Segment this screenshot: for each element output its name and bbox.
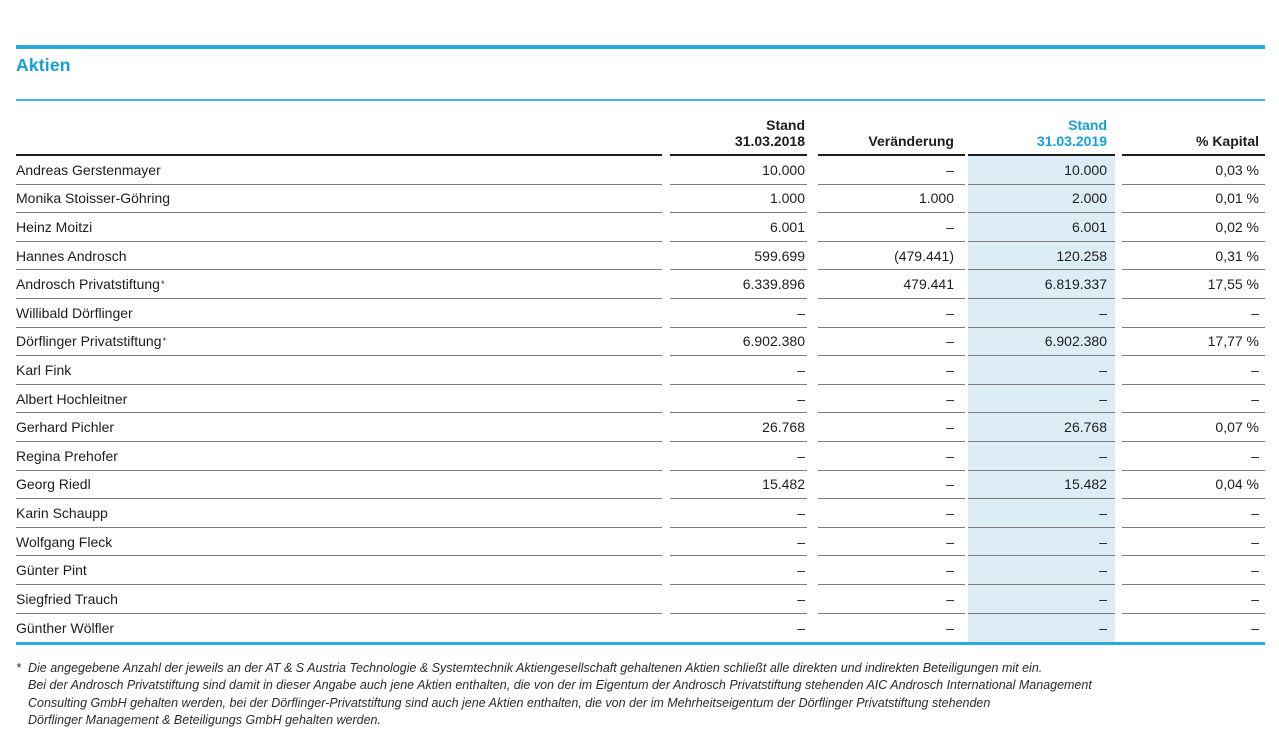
column-gap [1115, 385, 1122, 414]
column-gap [662, 385, 670, 414]
column-gap [662, 499, 670, 528]
column-gap [662, 270, 670, 299]
veraenderung-value: – [818, 299, 965, 328]
table-row [16, 585, 1265, 614]
shareholder-name: Günter Pint [16, 556, 662, 585]
column-gap [807, 213, 818, 242]
header-kapital: % Kapital [1122, 106, 1265, 156]
kapital-value: 17,55 % [1122, 270, 1265, 299]
column-gap [807, 499, 818, 528]
table-body [16, 156, 1265, 642]
shareholder-name: Androsch Privatstiftung * [16, 270, 662, 299]
column-gap [1115, 556, 1122, 585]
table-row [16, 299, 1265, 328]
footnote-marker: * [16, 661, 21, 675]
column-gap [1115, 471, 1122, 500]
column-gap [1115, 270, 1122, 299]
column-gap [662, 356, 670, 385]
column-gap [662, 471, 670, 500]
table-row [16, 242, 1265, 271]
stand-2019-value: – [968, 585, 1115, 614]
stand-2018-value: 26.768 [670, 413, 807, 442]
table-row [16, 614, 1265, 643]
column-gap [1115, 413, 1122, 442]
column-gap [807, 106, 818, 156]
section-title: Aktien [16, 55, 71, 75]
veraenderung-value: – [818, 356, 965, 385]
column-gap [662, 528, 670, 557]
column-gap [807, 385, 818, 414]
column-gap [807, 242, 818, 271]
stand-2018-value: – [670, 442, 807, 471]
stand-2018-value: – [670, 585, 807, 614]
table-row [16, 356, 1265, 385]
column-gap [662, 614, 670, 643]
footnote-text: Die angegebene Anzahl der jeweils an der AT & S Austria Technologie & Systemtechnik Aktiengesellschaft gehaltenen Aktien schließt alle direkten und indirekten Beteiligungen mit ein. [28, 661, 1043, 675]
column-gap [807, 442, 818, 471]
header-stand-2019: Stand 31.03.2019 [968, 106, 1115, 156]
kapital-value: – [1122, 528, 1265, 557]
column-gap [1115, 156, 1122, 185]
table-row [16, 385, 1265, 414]
veraenderung-value: – [818, 585, 965, 614]
column-gap [1115, 356, 1122, 385]
table-row [16, 556, 1265, 585]
column-gap [807, 556, 818, 585]
column-gap [662, 156, 670, 185]
stand-2018-value: – [670, 385, 807, 414]
section-divider-rule [16, 99, 1265, 101]
column-gap [1115, 614, 1122, 643]
kapital-value: – [1122, 442, 1265, 471]
column-gap [1115, 585, 1122, 614]
kapital-value: – [1251, 619, 1259, 636]
column-gap [807, 328, 818, 357]
table-row [16, 528, 1265, 557]
header-name-blank [16, 106, 662, 156]
stand-2019-value: 6.902.380 [968, 328, 1115, 357]
shareholdings-table [16, 106, 1265, 645]
column-gap [1115, 299, 1122, 328]
stand-2018-value: – [670, 528, 807, 557]
kapital-value: 0,04 % [1122, 471, 1265, 500]
column-gap [1115, 328, 1122, 357]
table-row [16, 413, 1265, 442]
stand-2019-value: 2.000 [968, 185, 1115, 214]
shareholder-name: Monika Stoisser-Göhring [16, 185, 662, 214]
column-gap [662, 413, 670, 442]
column-gap [1115, 242, 1122, 271]
veraenderung-value: – [818, 528, 965, 557]
veraenderung-value: – [818, 213, 965, 242]
table-header-row [16, 106, 1265, 156]
footnote-line: Dörflinger Management & Beteiligungs GmbH gehalten werden. [28, 713, 381, 728]
kapital-value: 0,31 % [1122, 242, 1265, 271]
stand-2019-value: – [968, 499, 1115, 528]
shareholder-name: Andreas Gerstenmayer [16, 156, 662, 185]
shareholder-name: Regina Prehofer [16, 442, 662, 471]
shareholder-name: Günther Wölfler [16, 619, 115, 636]
table-bottom-rule [16, 642, 1265, 645]
column-gap [807, 156, 818, 185]
column-gap [807, 471, 818, 500]
column-gap [1115, 528, 1122, 557]
column-gap [662, 556, 670, 585]
footnote [16, 660, 1265, 730]
veraenderung-value: 1.000 [818, 185, 965, 214]
table-row [16, 185, 1265, 214]
stand-2019-value: – [968, 442, 1115, 471]
kapital-value: 17,77 % [1122, 328, 1265, 357]
kapital-value: – [1122, 585, 1265, 614]
column-gap [662, 185, 670, 214]
column-gap [662, 442, 670, 471]
stand-2018-value: 1.000 [670, 185, 807, 214]
stand-2019-value: 6.001 [968, 213, 1115, 242]
stand-2018-value: – [670, 499, 807, 528]
veraenderung-value: 479.441 [818, 270, 965, 299]
column-gap [1115, 106, 1122, 156]
veraenderung-value: – [946, 619, 954, 636]
veraenderung-value: – [818, 499, 965, 528]
shareholder-name: Karin Schaupp [16, 499, 662, 528]
header-stand-2018: Stand 31.03.2018 [670, 106, 807, 156]
kapital-value: – [1122, 556, 1265, 585]
stand-2019-value: 15.482 [968, 471, 1115, 500]
column-gap [662, 299, 670, 328]
section-top-rule [16, 45, 1265, 49]
shareholder-name: Georg Riedl [16, 471, 662, 500]
kapital-value: – [1122, 356, 1265, 385]
footnote-line: Consulting GmbH gehalten werden, bei der Dörflinger-Privatstiftung sind auch jene Aktien enthalten, die von der im Mehrheitseigentum der Dörflinger Privatstiftung stehenden [28, 695, 991, 710]
column-gap [807, 614, 818, 643]
kapital-value: – [1122, 385, 1265, 414]
stand-2019-value: 120.258 [968, 242, 1115, 271]
shareholder-name: Karl Fink [16, 356, 662, 385]
stand-2018-value: – [797, 619, 805, 636]
stand-2019-value: 6.819.337 [968, 270, 1115, 299]
shareholder-name: Albert Hochleitner [16, 385, 662, 414]
kapital-value: – [1122, 299, 1265, 328]
table-row [16, 471, 1265, 500]
stand-2019-value: – [968, 614, 1115, 643]
stand-2019-value: – [968, 556, 1115, 585]
veraenderung-value: – [818, 328, 965, 357]
shareholder-name: Hannes Androsch [16, 242, 662, 271]
stand-2018-value: – [670, 356, 807, 385]
stand-2018-value: – [670, 299, 807, 328]
veraenderung-value: – [818, 556, 965, 585]
stand-2018-value: 6.001 [670, 213, 807, 242]
table-row [16, 499, 1265, 528]
table-row [16, 328, 1265, 357]
stand-2019-value: – [968, 385, 1115, 414]
column-gap [807, 413, 818, 442]
shareholder-name: Heinz Moitzi [16, 213, 662, 242]
shareholder-name: Dörflinger Privatstiftung * [16, 328, 662, 357]
column-gap [662, 585, 670, 614]
column-gap [807, 299, 818, 328]
column-gap [662, 213, 670, 242]
stand-2019-value: – [968, 528, 1115, 557]
stand-2019-value: – [968, 356, 1115, 385]
shareholder-name: Wolfgang Fleck [16, 528, 662, 557]
table-row [16, 156, 1265, 185]
kapital-value: 0,07 % [1122, 413, 1265, 442]
footnote-line: Bei der Androsch Privatstiftung sind damit in dieser Angabe auch jene Aktien enthalten, die von der im Eigentum der Androsch Privatstiftung stehenden AIC Androsch International Management [28, 678, 1092, 693]
table-row [16, 270, 1265, 299]
stand-2018-value: 6.339.896 [670, 270, 807, 299]
veraenderung-value: (479.441) [818, 242, 965, 271]
column-gap [807, 356, 818, 385]
veraenderung-value: – [818, 471, 965, 500]
stand-2018-value: 6.902.380 [670, 328, 807, 357]
column-gap [1115, 499, 1122, 528]
column-gap [662, 328, 670, 357]
column-gap [662, 242, 670, 271]
column-gap [662, 106, 670, 156]
kapital-value: 0,01 % [1122, 185, 1265, 214]
header-veraenderung: Veränderung [818, 106, 965, 156]
stand-2018-value: 15.482 [670, 471, 807, 500]
veraenderung-value: – [818, 385, 965, 414]
veraenderung-value: – [818, 156, 965, 185]
column-gap [807, 528, 818, 557]
shareholder-name: Siegfried Trauch [16, 585, 662, 614]
kapital-value: 0,03 % [1122, 156, 1265, 185]
veraenderung-value: – [818, 413, 965, 442]
column-gap [1115, 442, 1122, 471]
stand-2019-value: – [968, 299, 1115, 328]
table-row [16, 213, 1265, 242]
shareholder-name: Gerhard Pichler [16, 413, 662, 442]
kapital-value: 0,02 % [1122, 213, 1265, 242]
column-gap [807, 270, 818, 299]
veraenderung-value: – [818, 442, 965, 471]
column-gap [1115, 213, 1122, 242]
footnote-line [16, 660, 1265, 677]
table-row [16, 442, 1265, 471]
stand-2018-value: 599.699 [670, 242, 807, 271]
kapital-value: – [1122, 499, 1265, 528]
shareholder-name: Willibald Dörflinger [16, 299, 662, 328]
column-gap [807, 585, 818, 614]
stand-2018-value: – [670, 556, 807, 585]
stand-2018-value: 10.000 [670, 156, 807, 185]
column-gap [1115, 185, 1122, 214]
stand-2019-value: 10.000 [968, 156, 1115, 185]
column-gap [807, 185, 818, 214]
stand-2019-value: 26.768 [968, 413, 1115, 442]
